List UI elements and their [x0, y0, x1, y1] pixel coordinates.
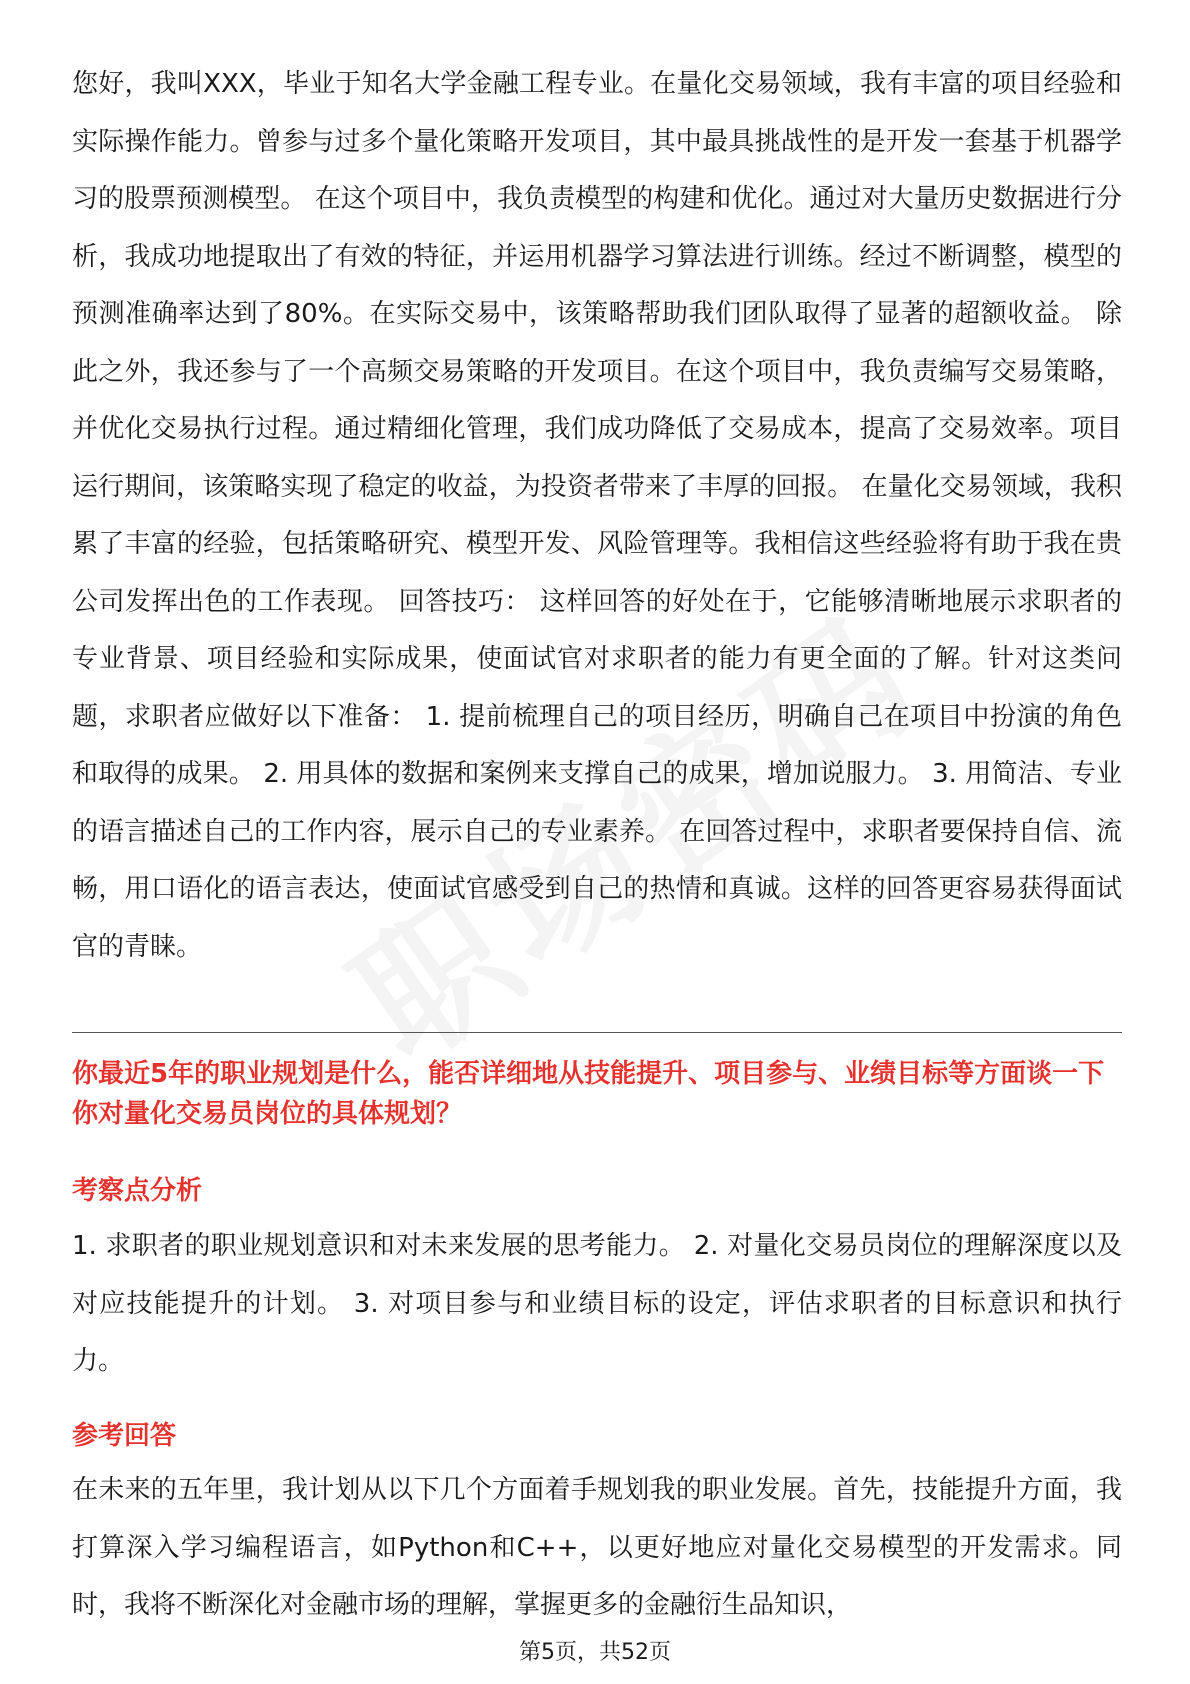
intro-paragraph: 您好，我叫XXX，毕业于知名大学金融工程专业。在量化交易领域，我有丰富的项目经验和实际操作能力。曾参与过多个量化策略开发项目，其中最具挑战性的是开发一套基于机器学习的股票预测模型。 在这个项目中，我负责模型的构建和优化。通过对大量历史数据进行分析，我成功地提取出了有效的特征，并运用机器学习算法进行训练。经过不断调整，模型的预测准确率达到了80%。在实际交易中，该策略帮助我们团队取得了显著的超额收益。 除此之外，我还参与了一个高频交易策略的开发项目。在这个项目中，我负责编写交易策略，并优化交易执行过程。通过精细化管理，我们成功降低了交易成本，提高了交易效率。项目运行期间，该策略实现了稳定的收益，为投资者带来了丰厚的回报。 在量化交易领域，我积累了丰富的经验，包括策略研究、模型开发、风险管理等。我相信这些经验将有助于我在贵公司发挥出色的工作表现。 回答技巧： 这样回答的好处在于，它能够清晰地展示求职者的专业背景、项目经验和实际成果，使面试官对求职者的能力有更全面的了解。针对这类问题，求职者应做好以下准备： 1. 提前梳理自己的项目经历，明确自己在项目中扮演的角色和取得的成果。 2. 用具体的数据和案例来支撑自己的成果，增加说服力。 3. 用简洁、专业的语言描述自己的工作内容，展示自己的专业素养。 在回答过程中，求职者要保持自信、流畅，用口语化的语言表达，使面试官感受到自己的热情和真诚。这样的回答更容易获得面试官的青睐。 — [72, 69, 1122, 962]
analysis-text: 1. 求职者的职业规划意识和对未来发展的思考能力。 2. 对量化交易员岗位的理解深度以及对应技能提升的计划。 3. 对项目参与和业绩目标的设定，评估求职者的目标意识和执行力。 — [72, 1231, 1122, 1376]
page-number: 第5页，共52页 — [519, 1640, 671, 1665]
section-divider — [72, 1032, 1122, 1033]
intro-section — [72, 56, 1122, 976]
analysis-heading: 考察点分析 — [72, 1176, 203, 1206]
answer-section — [72, 1462, 1122, 1635]
answer-text: 在未来的五年里，我计划从以下几个方面着手规划我的职业发展。首先，技能提升方面，我打算深入学习编程语言，如Python和C++，以更好地应对量化交易模型的开发需求。同时，我将不断深化对金融市场的理解，掌握更多的金融衍生品知识， — [72, 1475, 1122, 1620]
analysis-section — [72, 1218, 1122, 1391]
question-title: 你最近5年的职业规划是什么，能否详细地从技能提升、项目参与、业绩目标等方面谈一下你对量化交易员岗位的具体规划？ — [72, 1059, 1105, 1129]
answer-heading: 参考回答 — [72, 1421, 177, 1451]
